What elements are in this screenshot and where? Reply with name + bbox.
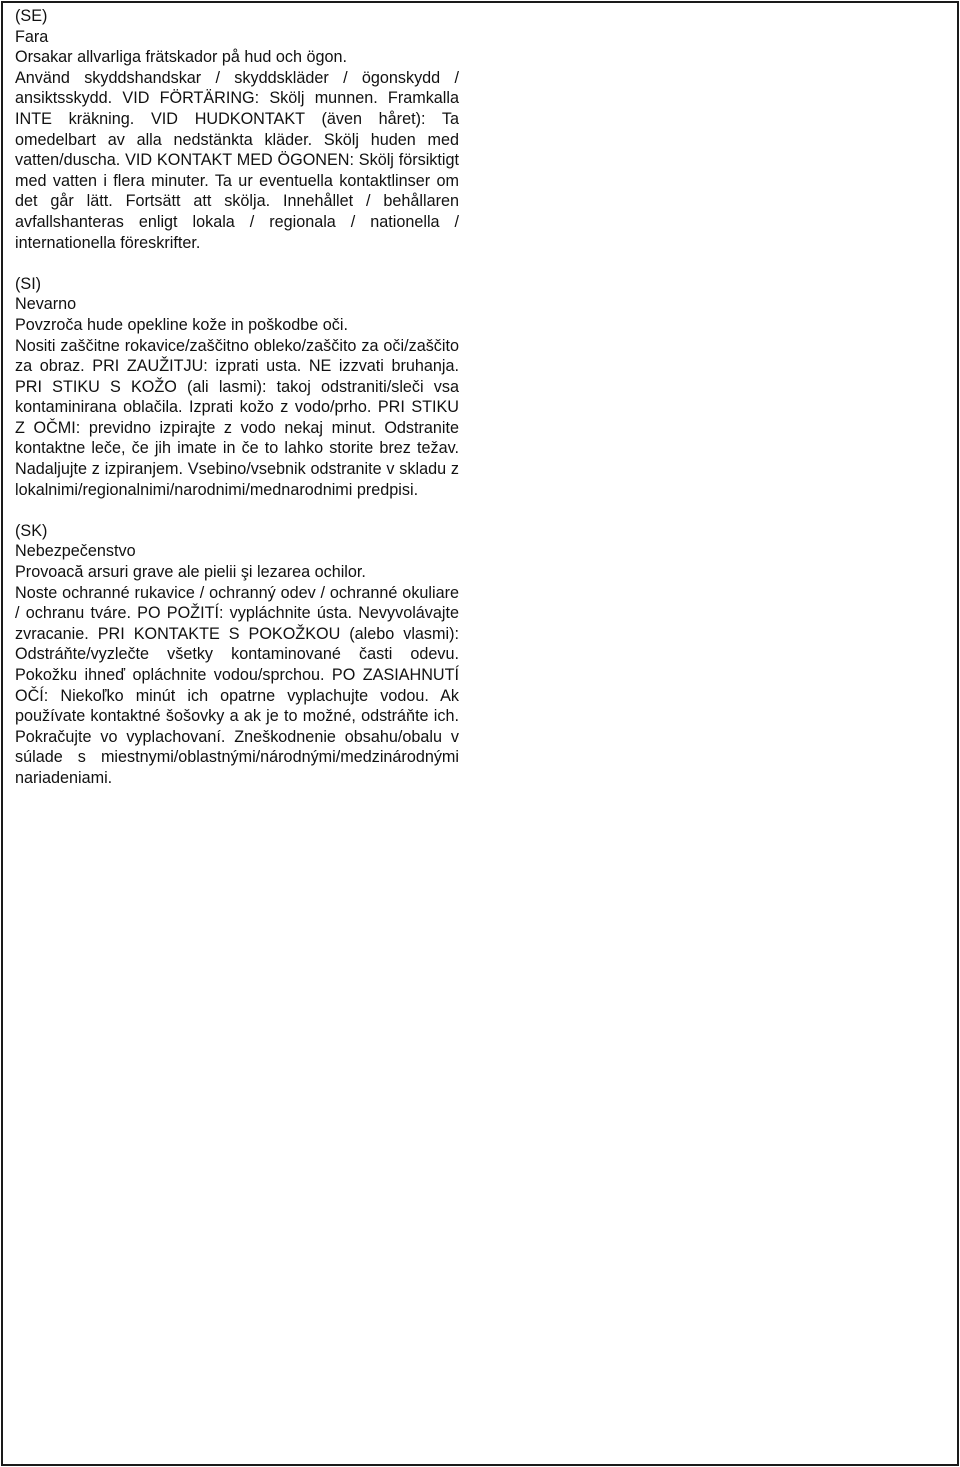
hazard-statement: Povzroča hude opekline kože in poškodbe oči.	[15, 315, 348, 334]
document-page-frame	[1, 1, 959, 1466]
signal-word: Nevarno	[15, 295, 77, 314]
precautionary-statements: Noste ochranné rukavice / ochranný odev / ochranné okuliare / ochranu tváre. PO POŽITÍ: vypláchnite ústa. Nevyvolávajte zvracanie. PRI KONTAKTE S POKOŽKOU (alebo vlasmi): Odstráňte/vyzlečte všetky kontaminované časti odevu. Pokožku ihneď opláchnite vodou/sprchou. PO ZASIAHNUTÍ OČÍ: Niekoľko minút ich opatrne vyplachujte vodou. Ak používate kontaktné šošovky a ak je to možné, odstráňte ich. Pokračujte vo vyplachovaní. Zneškodnenie obsahu/obalu v súlade s miestnymi/oblastnými/národnými/medzinárodnými nariadeniami.	[15, 583, 459, 787]
section-sweden	[15, 6, 459, 253]
language-code: (SE)	[15, 7, 48, 25]
section-slovenia	[15, 274, 459, 501]
hazard-statement: Provoacă arsuri grave ale pielii şi lezarea ochilor.	[15, 563, 366, 582]
hazard-statement: Orsakar allvarliga frätskador på hud och ögon.	[15, 48, 348, 67]
language-code: (SI)	[15, 274, 42, 293]
section-slovakia	[15, 521, 459, 789]
safety-text-column	[15, 6, 459, 809]
signal-word: Fara	[15, 27, 49, 46]
precautionary-statements: Använd skyddshandskar / skyddskläder / ögonskydd / ansiktsskydd. VID FÖRTÄRING: Skölj munnen. Framkalla INTE kräkning. VID HUDKONTAKT (även håret): Ta omedelbart av alla nedstänkta kläder. Skölj huden med vatten/duscha. VID KONTAKT MED ÖGONEN: Skölj försiktigt med vatten i flera minuter. Ta ur eventuella kontaktlinser om det går lätt. Fortsätt att skölja. Innehållet / behållaren avfallshanteras enligt lokala / regionala / nationella / internationella föreskrifter.	[15, 68, 459, 252]
precautionary-statements: Nositi zaščitne rokavice/zaščitno obleko/zaščito za oči/zaščito za obraz. PRI ZAUŽITJU: izprati usta. NE izzvati bruhanja. PRI STIKU S KOŽO (ali lasmi): takoj odstraniti/sleči vsa kontaminirana oblačila. Izprati kožo z vodo/prho. PRI STIKU Z OČMI: previdno izpirajte z vodo nekaj minut. Odstranite kontaktne leče, če jih imate in če to lahko storite brez težav. Nadaljujte z izpiranjem. Vsebino/vsebnik odstranite v skladu z lokalnimi/regionalnimi/narodnimi/mednarodnimi predpisi.	[15, 336, 459, 499]
language-code: (SK)	[15, 521, 48, 540]
signal-word: Nebezpečenstvo	[15, 542, 136, 561]
